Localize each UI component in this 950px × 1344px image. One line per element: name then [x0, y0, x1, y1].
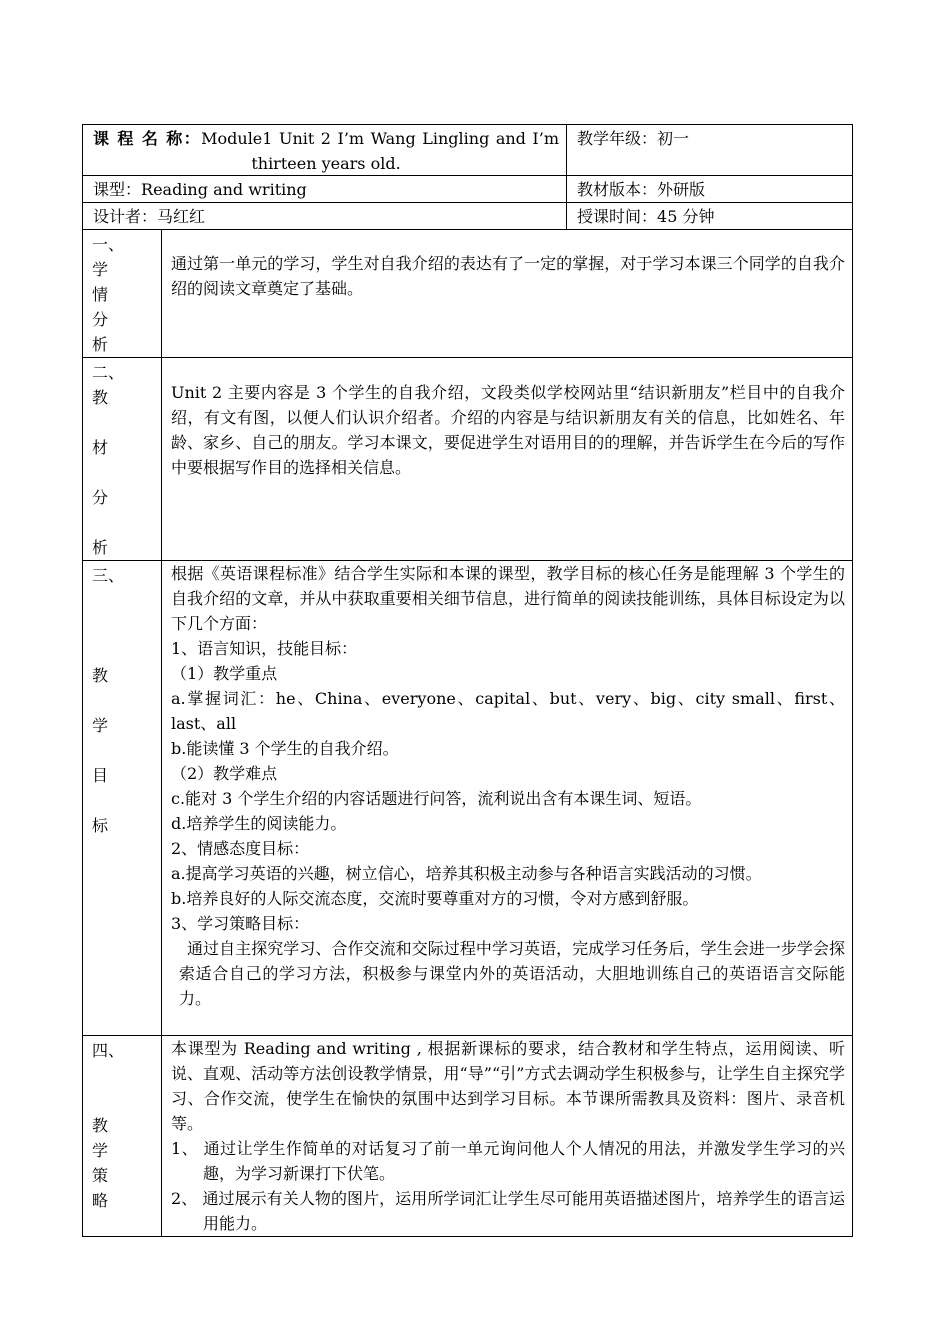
label-line: 略	[92, 1191, 109, 1210]
label-line: 学	[92, 1141, 109, 1160]
section-4-label	[83, 1036, 162, 1237]
section-material-analysis	[83, 358, 853, 561]
label-line	[92, 588, 161, 613]
grade-label: 教学年级：	[577, 129, 658, 148]
designer-label: 设计者：	[93, 207, 158, 226]
designer-value: 马红红	[157, 207, 206, 226]
label-line: 材	[92, 438, 109, 457]
course-title	[93, 126, 559, 173]
label-line: 四、	[92, 1041, 125, 1060]
strategy-item: 1、 通过让学生作简单的对话复习了前一单元询问他人个人情况的用法，并激发学生学习的兴趣，为学习新课打下伏笔。	[171, 1139, 845, 1183]
label-line: 目	[92, 766, 109, 785]
strategy-intro: 本课型为 Reading and writing , 根据新课标的要求，结合教材和学生特点，运用阅读、听说、直观、活动等方法创设教学情景，用“导”“引”方式去调动学生积极参与，让学生自主探究学习、合作交流，使学生在愉快的氛围中达到学习目标。本节课所需教具及资料：图片、录音机等。	[171, 1039, 845, 1133]
section-learner-analysis	[83, 230, 853, 358]
label-line: 二、	[92, 363, 125, 382]
objective-heading: 1、语言知识，技能目标：	[171, 639, 358, 658]
label-line: 析	[92, 335, 109, 354]
label-line: 分	[92, 488, 109, 507]
label-line	[92, 788, 161, 813]
course-label: 课 程 名 称：	[93, 129, 202, 148]
section-1-label	[83, 230, 162, 358]
label-line	[92, 1063, 161, 1088]
label-line: 分	[92, 310, 109, 329]
header-row-type	[83, 176, 853, 203]
label-line: 教	[92, 666, 109, 685]
objective-subheading: （1）教学重点	[171, 664, 278, 683]
time-cell	[567, 203, 853, 230]
objective-item: d.培养学生的阅读能力。	[171, 814, 347, 833]
type-label: 课型：	[93, 180, 142, 199]
label-line	[92, 638, 161, 663]
section-teaching-objectives	[83, 561, 853, 1036]
objective-item: b.能读懂 3 个学生的自我介绍。	[171, 739, 399, 758]
section-2-text: Unit 2 主要内容是 3 个学生的自我介绍，文段类似学校网站里“结识新朋友”栏目中的自我介绍，有文有图，以便人们认识介绍者。介绍的内容是与结识新朋友有关的信息，比如姓名、年龄、家乡、自己的朋友。学习本课文，要促进学生对语用目的的理解，并告诉学生在今后的写作中要根据写作目的选择相关信息。	[171, 383, 845, 477]
label-line	[92, 688, 161, 713]
type-value: Reading and writing	[141, 180, 307, 199]
label-line: 教	[92, 388, 109, 407]
label-line: 学	[92, 260, 109, 279]
objective-heading: 2、情感态度目标：	[171, 839, 310, 858]
grade-value: 初一	[657, 129, 690, 148]
label-line: 三、	[92, 566, 125, 585]
header-row-course	[83, 125, 853, 176]
section-1-text: 通过第一单元的学习，学生对自我介绍的表达有了一定的掌握，对于学习本课三个同学的自我介绍的阅读文章奠定了基础。	[171, 254, 845, 298]
time-value: 45 分钟	[657, 207, 715, 226]
section-1-content	[162, 230, 853, 358]
strategy-item: 2、 通过展示有关人物的图片，运用所学词汇让学生尽可能用英语描述图片，培养学生的语言运用能力。	[171, 1189, 845, 1233]
section-2-label	[83, 358, 162, 561]
edition-cell	[567, 176, 853, 203]
header-row-designer	[83, 203, 853, 230]
label-line	[92, 510, 161, 535]
type-cell	[83, 176, 567, 203]
objective-item: c.能对 3 个学生介绍的内容话题进行问答，流利说出含有本课生词、短语。	[171, 789, 702, 808]
label-line	[92, 1088, 161, 1113]
label-line	[92, 460, 161, 485]
course-name: Module1 Unit 2 I’m Wang Lingling and I’m thirteen years old.	[201, 129, 559, 173]
label-line	[92, 410, 161, 435]
objective-item: b.培养良好的人际交流态度，交流时要尊重对方的习惯，令对方感到舒服。	[171, 889, 699, 908]
objective-item: a.掌握词汇：he、China、everyone、capital、but、very、big、city small、first、last、all	[171, 689, 845, 733]
grade-cell	[567, 125, 853, 176]
label-line: 析	[92, 538, 109, 557]
objective-heading: 3、学习策略目标：	[171, 914, 310, 933]
section-2-content	[162, 358, 853, 561]
label-line: 学	[92, 716, 109, 735]
designer-cell	[83, 203, 567, 230]
objectives-intro: 根据《英语课程标准》结合学生实际和本课的课型，教学目标的核心任务是能理解 3 个学生的自我介绍的文章，并从中获取重要相关细节信息，进行简单的阅读技能训练，具体目标设定为以下几个方面：	[171, 564, 845, 633]
time-label: 授课时间：	[577, 207, 658, 226]
edition-value: 外研版	[657, 180, 706, 199]
label-line: 一、	[92, 235, 125, 254]
objective-item: 通过自主探究学习、合作交流和交际过程中学习英语，完成学习任务后，学生会进一步学会探索适合自己的学习方法，积极参与课堂内外的英语活动，大胆地训练自己的英语语言交际能力。	[179, 939, 845, 1008]
label-line: 教	[92, 1116, 109, 1135]
label-line: 策	[92, 1166, 109, 1185]
edition-label: 教材版本：	[577, 180, 658, 199]
section-3-label	[83, 561, 162, 1036]
objective-subheading: （2）教学难点	[171, 764, 278, 783]
section-teaching-strategy	[83, 1036, 853, 1237]
objective-item: a.提高学习英语的兴趣，树立信心，培养其积极主动参与各种语言实践活动的习惯。	[171, 864, 762, 883]
section-3-content	[162, 561, 853, 1036]
label-line: 标	[92, 816, 109, 835]
section-4-content	[162, 1036, 853, 1237]
label-line	[92, 613, 161, 638]
label-line	[92, 738, 161, 763]
lesson-plan-table	[82, 124, 853, 1237]
label-line: 情	[92, 285, 109, 304]
course-name-cell	[83, 125, 567, 176]
